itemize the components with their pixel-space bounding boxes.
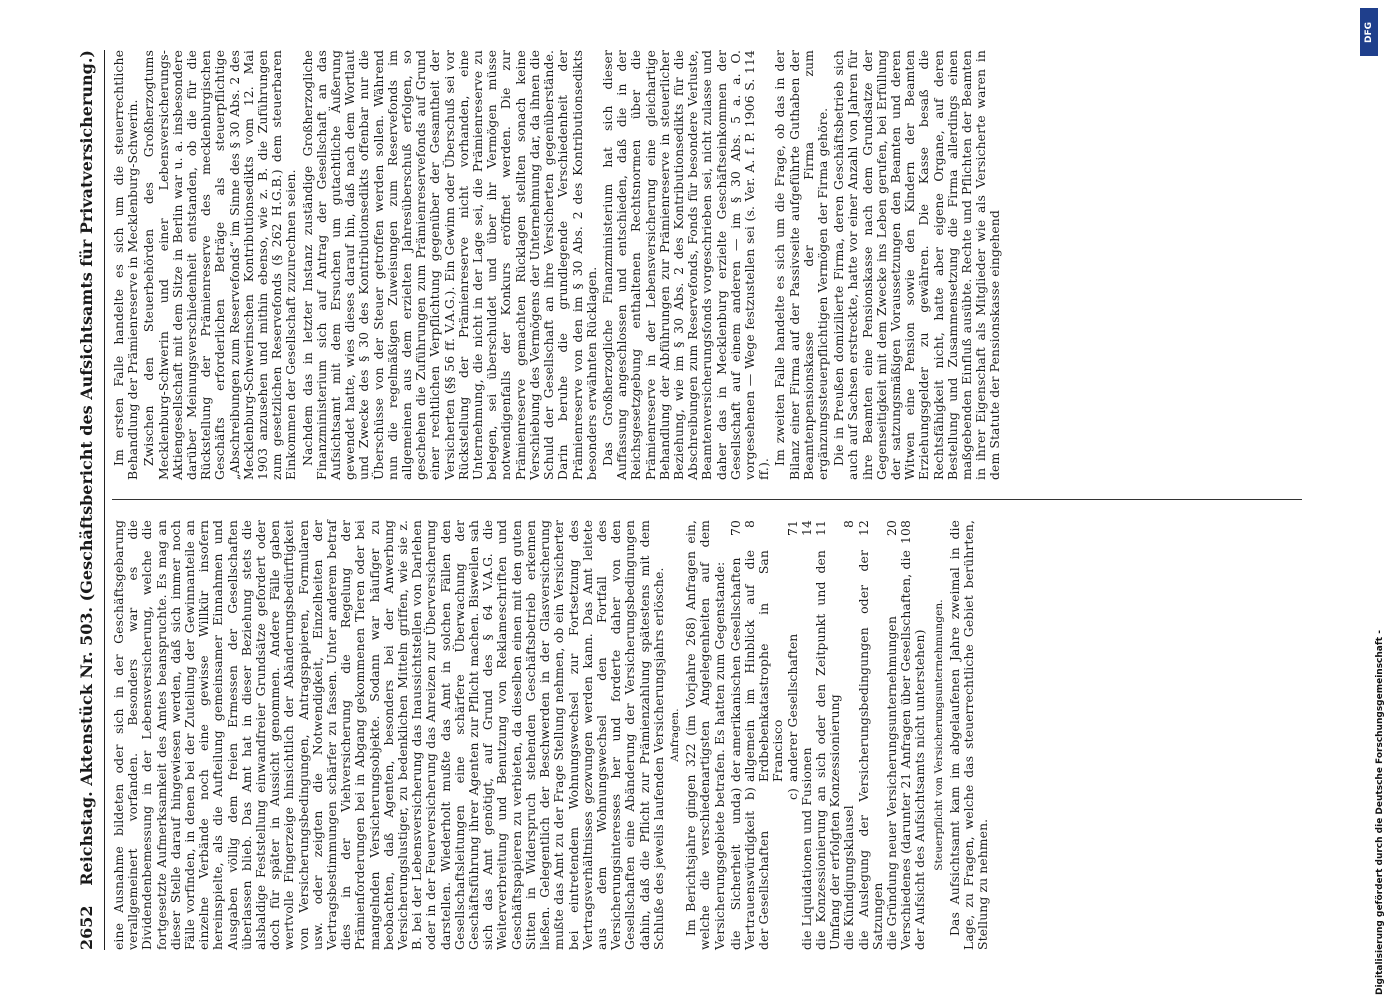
section-heading-anfragen: Anfragen. [668,708,681,762]
list-item-label: die Sicherheit und Vertrauenswürdigkeit der Gesellschaften [727,800,772,950]
list-item [729,520,800,950]
list-item: die Liquidationen und Fusionen 14 [798,520,814,950]
list-subitem: c) anderer Gesellschaften 71 [784,520,800,800]
list-item: die Kündigungsklausel 8 [841,520,857,950]
list-item: Verschiedenes (darunter 21 Anfragen über Gesellschaften, die der Aufsicht des Aufsichtsamts nicht unterstehen) 108 [898,520,928,950]
list-subitem: b) allgemein im Hinblick auf die Erdbebenkatastrophe in San Francisco 8 [741,520,786,800]
page-title: Reichstag. Aktenstück Nr. 503. (Geschäftsbericht des Aufsichtsamts für Privatversicherung.) [76,50,96,886]
digitization-credit: Digitalisierung gefördert durch die Deutsche Forschungsgemeinschaft - [1375,630,1385,995]
list-subitem: a) der amerikanischen Gesellschaften 70 [727,520,743,800]
right-paragraph-5: Im zweiten Falle handelte es sich um die Frage, ob das in der Bilanz einer Firma auf der Passivseite aufgeführte Guthaben der Beamtenpensionskasse der Firma zum ergänzungssteuerpflichtigen Vermögen der Firma gehöre. [772,50,830,480]
column-divider [112,499,1302,500]
section-heading-steuerpflicht: Steuerpflicht von Versicherungsunternehmungen. [932,599,945,871]
right-paragraph-1: Im ersten Falle handelte es sich um die steuerrechtliche Behandlung der Prämienreserve in Mecklenburg-Schwerin. [111,50,141,480]
list-item: die Konzessionierung an sich oder den Zeitpunkt und den Umfang der erfolgten Konzessionierung 11 [812,520,843,950]
right-paragraph-4: Das Großherzogliche Finanzministerium hat sich dieser Auffassung angeschlossen und entschieden, daß die in der Reichsgesetzgebung enthaltenen Rechtsnormen über die Prämienreserve in der Lebensversicherung eine gleichartige Behandlung der Abführungen zur Prämienreserve in steuerlicher Beziehung, wie im § 30 Abs. 2 des Kontributionsedikts für die Abschreibungen zum Reservefonds, Fonds für besondere Verluste, Beamtenversicherungsfonds vorgeschrieben sei, nicht zulasse und daher das in Mecklenburg erzielte Geschäftseinkommen der Gesellschaft auf einem anderen — im § 30 Abs. 5 a. a. O. vorgesehenen — Wege festzustellen sei (s. Ver. A. f. P. 1906 S. 114 ff.). [599,50,772,480]
right-paragraph-2: Zwischen den Steuerbehörden des Großherzogtums Mecklenburg-Schwerin und einer Lebensversicherungs-Aktiengesellschaft mit dem Sitze in Berlin war u. a. insbesondere darüber Meinungsverschiedenheit entstanden, ob die für die Rückstellung der Prämienreserve des mecklenburgischen Geschäfts erforderlichen Beträge als steuerpflichtige „Abschreibungen zum Reservefonds“ im Sinne des § 30 Abs. 2 des Mecklenburg-Schwerinschen Kontributionsedikts vom 12. Mai 1903 anzusehen und mithin ebenso, wie z. B. die Zuführungen zum gesetzlichen Reservefonds (§ 262 H.G.B.) dem steuerbaren Einkommen der Gesellschaft zuzurechnen seien. [141,50,299,480]
right-paragraph-3: Nachdem das in letzter Instanz zuständige Großherzogliche Finanzministerium sich auf Antrag der Gesellschaft an das Aufsichtsamt mit dem Ersuchen um gutachtliche Äußerung gewendet hatte, wies dieses darauf hin, daß nach dem Wortlaut und Zwecke des § 30 des Kontributionsedikts offenbar nur die Überschüsse von der Steuer getroffen werden sollen. Während nun die regelmäßigen Zuweisungen zum Reservefonds im allgemeinen aus dem erzielten Jahresüberschuß erfolgen, so geschehen die Zuführungen zum Prämienreservefonds auf Grund einer rechtlichen Verpflichtung gegenüber der Gesamtheit der Versicherten (§§ 56 ff. V.A.G.). Ein Gewinn oder Überschuß sei vor Rückstellung der Prämienreserve nicht vorhanden, eine Unternehmung, die nicht in der Lage sei, die Prämienreserve zu belegen, sei überschuldet und über ihr Vermögen müsse notwendigenfalls der Konkurs eröffnet werden. Die zur Prämienreserve gemachten Rücklagen stellten sonach keine Verschiebung des Vermögens der Unternehmung dar, da ihnen die Schuld der Gesellschaft an ihre Versicherten gegenüberstände. Darin beruhe die grundlegende Verschiedenheit der Prämienreserve von den im § 30 Abs. 2 des Kontributionsedikts besonders erwähnten Rücklagen. [299,50,599,480]
right-paragraph-6: Die in Preußen domizilierte Firma, deren Geschäftsbetrieb sich auch auf Sachsen erstreckte, hatte vor einer Anzahl von Jahren für ihre Beamten eine Pensionskasse nach dem Grundsatze der Gegenseitigkeit mit dem Zwecke ins Leben gerufen, bei Erfüllung der satzungsmäßigen Voraussetzungen den Beamten und deren Witwen eine Pension sowie den Kindern der Beamten Erziehungsgelder zu gewähren. Die Kasse besaß die Rechtsfähigkeit nicht, hatte aber eigene Organe, auf deren Bestellung und Zusammensetzung die Firma allerdings einen maßgebenden Einfluß ausübte. Rechte und Pflichten der Beamten in ihrer Eigenschaft als Mitglieder wie als Versicherte waren in dem Statute der Pensionskasse eingehend [831,50,1003,480]
left-paragraph-3: Das Aufsichtsamt kam im abgelaufenen Jahre zweimal in die Lage, zu Fragen, welche das steuerrechtliche Gebiet berührten, Stellung zu nehmen. [946,520,991,950]
left-paragraph-2: Im Berichtsjahre gingen 322 (im Vorjahre 268) Anfragen ein, welche die verschiedenartigsten Angelegenheiten auf dem Versicherungsgebiete betrafen. Es hatten zum Gegenstande: [683,520,727,950]
list-item: die Auslegung der Versicherungsbedingungen oder der Satzungen 12 [855,520,885,950]
dfg-logo: DFG [1360,8,1378,56]
left-column [112,520,1312,950]
page-number: 2652 [76,905,96,950]
list-subitems [729,520,800,800]
header-rule [104,50,105,950]
list-item: die Gründung neuer Versicherungsunternehmungen 20 [883,520,899,950]
page-header [72,50,100,950]
right-column [112,50,1312,480]
rotated-document-page [72,50,1322,950]
left-paragraph-1: eine Ausnahme bildeten oder sich in der Geschäftsgebarung verallgemeinert vorfanden. Besonders war es die Dividendenbemessung in der Lebensversicherung, welche die fortgesetzte Aufmerksamkeit des Amtes beanspruchte. Es mag an dieser Stelle darauf hingewiesen werden, daß sich immer noch Fälle vorfinden, in denen bei der Zuteilung der Gewinnanteile an einzelne Verbände noch eine gewisse Willkür insofern hereinspielte, als die Aufteilung gemeinsamer Einnahmen und Ausgaben völlig dem freien Ermessen der Gesellschaften überlassen blieb. Das Amt hat in dieser Beziehung stets die alsbaldige Feststellung einwandfreier Grundsätze gefordert oder doch für später in Aussicht genommen. Andere Fälle gaben wertvolle Fingerzeige hinsichtlich der Abänderungsbedürftigkeit von Versicherungsbedingungen, Antragspapieren, Formularen usw. oder zeigten die Notwendigkeit, Einzelheiten der Vertragsbestimmungen schärfer zu fassen. Unter anderem betraf dies in der Viehversicherung die Regelung der Prämienforderungen bei in Abgang gekommenen Tieren oder bei mangelnden Versicherungsobjekte. Sodann war häufiger zu beobachten, daß Agenten, besonders bei der Anwerbung Versicherungslustiger, zu bedenklichen Mitteln griffen, wie sie z. B. bei der Lebensversicherung das Inaussichtstellen von Darlehen oder in der Feuerversicherung das Anreizen zur Überversicherung darstellen. Wiederholt mußte das Amt in solchen Fällen den Gesellschaftsleitungen eine schärfere Überwachung der Geschäftsführung ihrer Agenten zur Pflicht machen. Bisweilen sah sich das Amt genötigt, auf Grund des § 64 V.A.G. die Weiterverbreitung und Benutzung von Reklameschriften und Geschäftspapieren zu verbieten, da dieselben einen mit den guten Sitten in Widerspruch stehenden Geschäftsbetrieb erkennen ließen. Gelegentlich der Beschwerden in der Glasversicherung mußte das Amt zu der Frage Stellung nehmen, ob ein Versicherter bei eintretendem Wohnungswechsel zur Fortsetzung des Vertragsverhältnisses gezwungen werden kann. Das Amt leitete aus dem Wohnungswechsel den Fortfall des Versicherungsinteresses her und forderte daher von den Gesellschaften eine Abänderung der Versicherungsbedingungen dahin, daß die Pflicht zur Prämienzahlung spätestens mit dem Schluße des jeweils laufenden Versicherungsjahrs erlösche. [111,520,666,950]
inquiry-list [729,520,928,950]
